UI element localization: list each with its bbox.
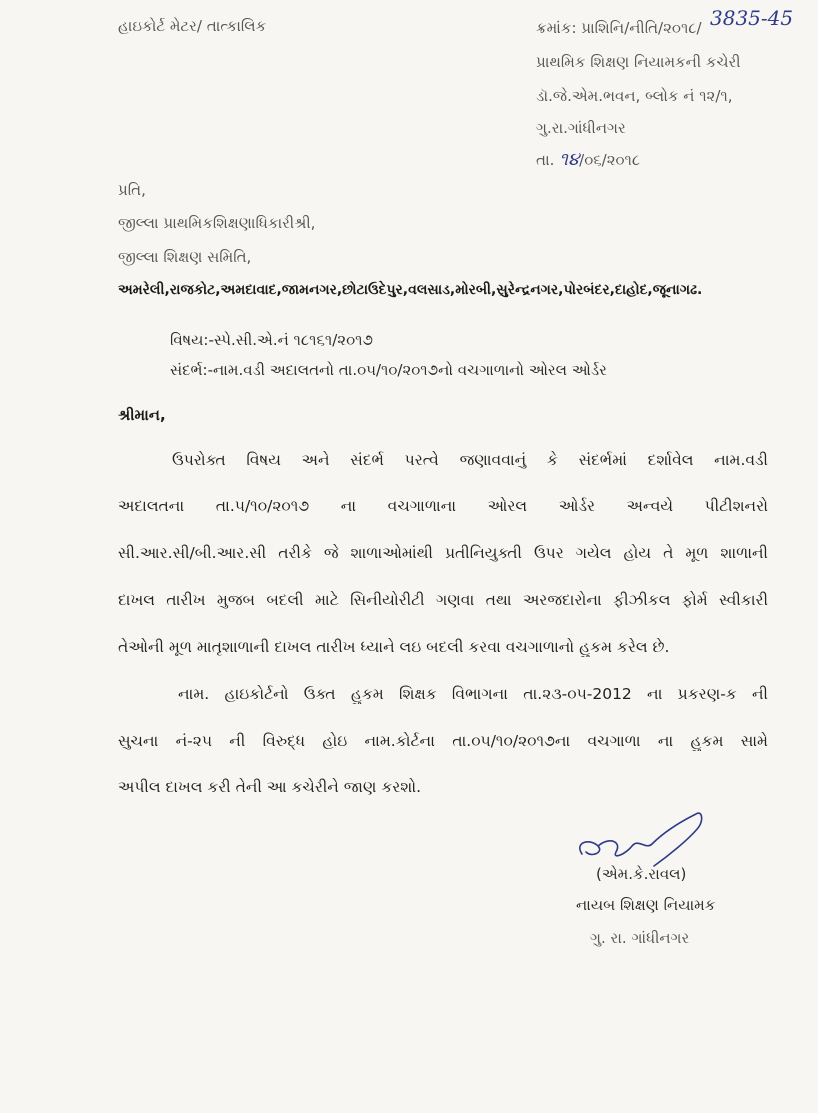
reference-number <box>536 18 702 38</box>
signatory-place: ગુ. રા. ગાંધીનગર <box>590 929 690 947</box>
paragraph-2-line-3: અપીલ દાખલ કરી તેની આ કચેરીને જાણ કરશો. <box>118 778 422 796</box>
paragraph-2 <box>118 684 768 704</box>
signatory-name: (એમ.કે.રાવલ) <box>596 865 687 883</box>
paragraph-2-line-3-wrap <box>118 777 768 797</box>
recipient-line-1: જીલ્લા પ્રાથમિકશિક્ષણાધિકારીશ્રી, <box>118 214 316 232</box>
paragraph-2-line-2-wrap <box>118 731 768 751</box>
signatory-designation: નાયબ શિક્ષણ નિયામક <box>576 896 716 914</box>
recipient-districts: અમરેલી,રાજકોટ,અમદાવાદ,જામનગર,છોટાઉદેપુર,વલસાડ,મોરબી,સુરેન્દ્રનગર,પોરબંદર,દાહોદ,જૂનાગઢ. <box>118 282 703 298</box>
paragraph-1-line-4: દાખલ તારીખ મુજબ બદલી માટે સિનીયોરીટી ગણવા તથા અરજદારોના ફીઝીકલ ફોર્મ સ્વીકારી <box>118 591 768 609</box>
paragraph-1-line-5: તેઓની મૂળ માતૃશાળાની દાખલ તારીખ ધ્યાને લઇ બદલી કરવા વચગાળાનો હુકમ કરેલ છે. <box>118 638 670 656</box>
office-line-1: પ્રાથમિક શિક્ષણ નિયામકની કચેરી <box>536 53 741 71</box>
reference-number-text: ક્રમાંક: પ્રાશિનિ/નીતિ/૨૦૧૮/ <box>536 19 702 37</box>
recipient-line-2: જીલ્લા શિક્ષણ સમિતિ, <box>118 248 252 266</box>
paragraph-2-line-1: નામ. હાઇકોર્ટનો ઉક્ત હુકમ શિક્ષક વિભાગના તા.૨૩-૦૫-2012 ના પ્રકરણ-ક ની <box>178 685 768 703</box>
paragraph-2-line-2: સુચના નં-૨૫ ની વિરુદ્ધ હોઇ નામ.કોર્ટના તા.૦૫/૧૦/૨૦૧૭ના વચગાળા ના હુકમ સામે <box>118 732 768 750</box>
date-prefix: તા. <box>536 151 555 169</box>
paragraph-1-line-2-wrap <box>118 496 768 516</box>
paragraph-1-line-2: અદાલતના તા.૫/૧૦/૨૦૧૭ ના વચગાળાના ઓરલ ઓર્ડર અન્વયે પીટીશનરો <box>118 497 768 515</box>
header-left-tag: હાઇકોર્ટ મેટર/ તાત્કાલિક <box>118 17 267 35</box>
office-line-3: ગુ.રા.ગાંધીનગર <box>536 119 626 137</box>
salutation: શ્રીમાન, <box>118 406 166 424</box>
paragraph-1-line-3-wrap <box>118 543 768 563</box>
letter-date <box>536 150 640 170</box>
date-handwritten: ૧૪ <box>559 149 580 170</box>
subject-sandarbh: સંદર્ભ:-નામ.વડી અદાલતનો તા.૦૫/૧૦/૨૦૧૭નો વચગાળાનો ઓરલ ઓર્ડર <box>170 361 607 379</box>
paragraph-1-line-3: સી.આર.સી/બી.આર.સી તરીકે જે શાળાઓમાંથી પ્રતીનિયુક્તી ઉપર ગયેલ હોય તે મૂળ શાળાની <box>118 544 768 562</box>
date-suffix: /૦૬/૨૦૧૮ <box>579 151 641 169</box>
subject-vishay: વિષય:-સ્પે.સી.એ.નં ૧૮૧૬૧/૨૦૧૭ <box>170 331 373 349</box>
office-line-2: ડૉ.જે.એમ.ભવન, બ્લોક નં ૧૨/૧, <box>536 87 733 105</box>
paragraph-1 <box>118 450 768 470</box>
recipient-to: પ્રતિ, <box>118 181 146 199</box>
paragraph-1-line-5-wrap <box>118 637 768 657</box>
paragraph-1-line-4-wrap <box>118 590 768 610</box>
paragraph-1-line-1: ઉપરોક્ત વિષય અને સંદર્ભ પરત્વે જણાવવાનું કે સંદર્ભમાં દર્શાવેલ નામ.વડી <box>172 451 768 469</box>
reference-handwritten: 3835-45 <box>710 6 794 30</box>
